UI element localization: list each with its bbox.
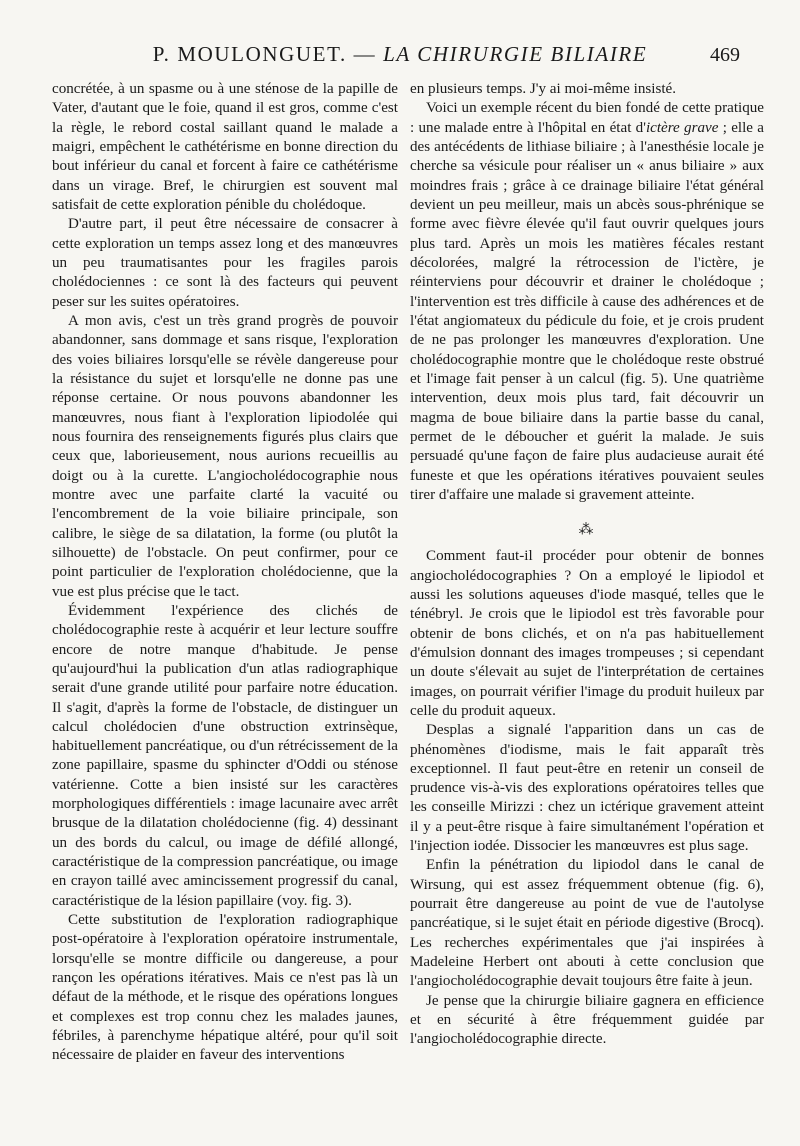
left-column [52,80,398,1066]
right-paragraph-4: Desplas a signalé l'apparition dans un cas de phénomènes d'iodisme, mais le fait apparaît très exceptionnel. Il faut peut-être en retenir un conseil de prudence vis-à-vis des explorations opératoires telles que les conseille Mirizzi : chez un ictérique gravement atteint il y a peut-être risque à faire simultanément l'opération et l'injection iodée. Dissocier les manœuvres est plus sage. [410,722,764,855]
right-paragraph-3: Comment faut-il procéder pour obtenir de bonnes angiocholédocographies ? On a employé le lipiodol et aussi les solutions aqueuses d'iode masqué, telles que le ténébryl. Je crois que le lipiodol est très favorable pour obtenir de bons clichés, et on n'a pas habituellement d'émulsion donnant des images trompeuses ; si cependant un doute s'élevait au sujet de l'interprétation de certaines images, on pourrait vérifier l'image du produit huileux par celle du produit aqueux. [410,548,764,719]
running-header [60,34,740,74]
left-paragraph-1: concrétée, à un spasme ou à une sténose de la papille de Vater, d'autant que le foie, quand il est gros, comme c'est la règle, le rebord costal saillant quand le malade a maigri, empêchent le cathétérisme en bonne direction du bout inférieur du canal et forcent à faire ce cathétérisme dans un virage. Bref, le chirurgien est souvent mal satisfait de cette exploration pénible du cholédoque. [52,81,398,213]
left-paragraph-3: A mon avis, c'est un très grand progrès de pouvoir abandonner, sans dommage et sans risque, l'exploration des voies biliaires lorsqu'elle se révèle dangereuse pour la résistance du sujet et lorsqu'elle ne donne pas une réponse certaine. Or nous pouvons abandonner les manœuvres, nous fiant à l'exploration lipiodolée qui nous fournira des renseignements figurés plus clairs que ceux que, laborieusement, nous aurions recueillis au doigt ou à la curette. L'angiocholédocographie nous montre avec une parfaite clarté la vacuité ou l'encombrement de la voie biliaire principale, son calibre, le siège de sa dilatation, la forme (ou plutôt la silhouette) de l'obstacle. On peut confirmer, pour ce point particulier de l'exploration cholédocienne, que la vue est plus précise que le tact. [52,312,398,600]
page-number: 469 [710,44,740,66]
right-column [410,80,764,1050]
asterism: ⁂ [578,522,596,539]
running-title [60,42,740,67]
right-paragraph-2 [410,99,764,505]
right-paragraph-2b: ; elle a des antécédents de lithiase biliaire ; à l'anesthésie locale je cherche sa vésicule pour réaliser un « anus biliaire » aux moindres frais ; grâce à ce drainage biliaire l'état général devient un peu meilleur, mais un abcès sous-phrénique se forme avec fièvre élevée qu'il faut ouvrir quelques jours plus tard. Après un mois les matières fécales restant décolorées, malgré la rétrocession de l'ictère, je réinterviens pour découvrir et drainer le cholédoque ; l'intervention est très difficile à cause des adhérences et de l'état angiomateux du pédicule du foie, et je crois prudent de ne pas prolonger les manœuvres d'exploration. Une cholédocographie montre que le cholédoque reste obstrué et l'image fait penser à un calcul (fig. 5). Une quatrième intervention, deux mois plus tard, fait découvrir un magma de boue biliaire dans la partie basse du canal, permet de le déboucher et guérit la malade. Je suis persuadé qu'une façon de faire plus audacieuse aurait été funeste et que les opérations itératives pouvaient seules tirer d'affaire une malade si gravement atteinte. [410,119,764,503]
right-paragraph-2a: Voici un exemple récent du bien fondé de cette pratique : une malade entre à l'hôpital en état d' [410,100,764,136]
left-paragraph-5: Cette substitution de l'exploration radiographique post-opératoire à l'exploration opératoire instrumentale, lorsqu'elle se montre difficile ou dangereuse, a pour rançon les opérations itératives. Mais ce n'est pas là un défaut de la méthode, et le risque des opérations longues et complexes est trop connu chez les malades jaunes, fébriles, à parenchyme hépatique altéré, pour qu'il soit nécessaire de plaider en faveur des interventions [52,912,398,1064]
right-paragraph-6: Je pense que la chirurgie biliaire gagnera en efficience et en sécurité à être fréquemment guidée par l'angiocholédocographie directe. [410,992,764,1048]
header-dash: — [346,42,384,66]
header-author: P. MOULONGUET. [152,42,347,66]
left-paragraph-2: D'autre part, il peut être nécessaire de consacrer à cette exploration un temps assez long et des manœuvres un peu traumatisantes pour les fragiles parois cholédociennes : ce sont là des facteurs qui peuvent peser sur les suites opératoires. [52,216,398,310]
right-paragraph-5: Enfin la pénétration du lipiodol dans le canal de Wirsung, qui est assez fréquemment obtenue (fig. 6), pourrait être dangereuse au point de vue de l'autolyse pancréatique, si le sujet était en période digestive (Brocq). Les recherches expérimentales que j'ai inspirées à Madeleine Herbert ont abouti à cette conclusion que l'angiocholédocographie devait toujours être faite à jeun. [410,857,764,990]
left-paragraph-4: Évidemment l'expérience des clichés de cholédocographie reste à acquérir et leur lecture souffre encore de notre manque d'habitude. Je pense qu'aujourd'hui la publication d'un atlas radiographique serait d'une grande utilité pour parfaire notre éducation. Il s'agit, d'après la forme de l'obstacle, de distinguer un calcul cholédocien d'une obstruction extrinsèque, habituellement pancréatique, ou d'un rétrécissement de la zone papillaire, spasme du sphincter d'Oddi ou sténose vatérienne. Cotte a bien insisté sur les caractères morphologiques différentiels : image lacunaire avec arrêt brusque de la dilatation cholédocienne (fig. 4) dessinant un des bords du calcul, ou image de défilé allongé, caractéristique de la compression pancréatique, ou image en crayon taillé avec amincissement progressif du canal, caractéristique de la lésion papillaire (voy. fig. 3). [52,602,398,909]
section-separator [410,505,764,547]
header-title: LA CHIRURGIE BILIAIRE [383,42,648,66]
italic-term: ictère grave [645,119,719,136]
right-paragraph-1: en plusieurs temps. J'y ai moi-même insisté. [410,81,676,97]
